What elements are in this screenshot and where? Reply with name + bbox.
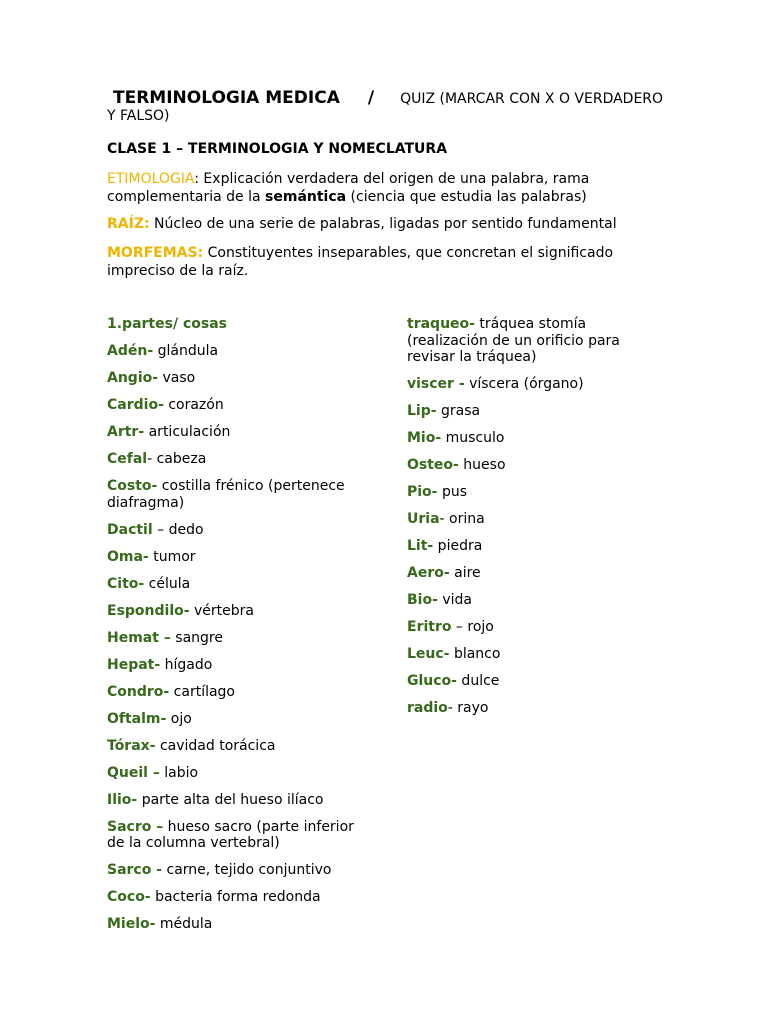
list-heading: 1.partes/ cosas xyxy=(107,316,227,332)
term-meaning: - orina xyxy=(439,511,485,527)
term-prefix: Artr- xyxy=(107,424,145,440)
term-prefix: viscer - xyxy=(407,376,465,392)
term-meaning: célula xyxy=(144,575,191,592)
term-meaning: víscera (órgano) xyxy=(464,376,584,392)
definition-morfemas xyxy=(107,244,627,280)
class-heading: CLASE 1 – TERMINOLOGIA Y NOMECLATURA xyxy=(107,141,448,157)
list-item xyxy=(407,457,657,474)
term-prefix: Adén- xyxy=(107,343,154,359)
list-item xyxy=(107,819,367,852)
term-prefix: Cefal xyxy=(107,451,148,467)
list-item xyxy=(407,511,657,528)
term-prefix: Lit- xyxy=(407,538,434,554)
term-prefix: Tórax- xyxy=(107,737,156,754)
term-meaning: – dedo xyxy=(152,521,204,538)
list-item xyxy=(107,397,367,414)
term-meaning: - cabeza xyxy=(147,451,207,467)
list-item xyxy=(107,792,367,809)
term-prefix: Condro- xyxy=(107,683,170,700)
list-item xyxy=(107,343,367,360)
term-prefix: Coco- xyxy=(107,889,151,905)
list-item xyxy=(107,916,367,933)
term-meaning: grasa xyxy=(436,403,481,419)
quiz-instructions: QUIZ (MARCAR CON X O VERDADERO Y FALSO) xyxy=(107,91,664,124)
term-meaning: vida xyxy=(437,592,472,608)
term-prefix: Sarco - xyxy=(107,862,163,878)
list-item xyxy=(407,316,657,366)
term-meaning: cavidad torácica xyxy=(155,737,276,754)
term-prefix: Mio- xyxy=(407,430,442,446)
term-meaning: sangre xyxy=(170,629,223,646)
definition-term: ETIMOLOGIA xyxy=(107,171,195,187)
list-item xyxy=(407,673,657,690)
list-item xyxy=(107,522,367,539)
term-meaning: vértebra xyxy=(189,602,254,619)
definition-etimologia xyxy=(107,170,627,206)
term-prefix: Queil – xyxy=(107,764,160,781)
term-prefix: Costo- xyxy=(107,478,158,494)
term-prefix: Hemat – xyxy=(107,629,171,646)
term-prefix: Hepat- xyxy=(107,656,161,673)
document-header xyxy=(107,90,667,125)
term-prefix: Pio- xyxy=(407,484,438,500)
term-prefix: Dactil xyxy=(107,521,153,538)
list-item xyxy=(407,592,657,609)
list-item xyxy=(107,657,367,674)
term-meaning: hueso sacro (parte inferior de la columna vertebral) xyxy=(107,818,354,851)
term-meaning: tráquea stomía (realización de un orificio para revisar la tráquea) xyxy=(407,316,620,365)
term-prefix: Osteo- xyxy=(407,457,459,473)
term-meaning: hueso xyxy=(458,457,506,473)
term-meaning: piedra xyxy=(433,538,483,554)
list-item xyxy=(107,738,367,755)
term-meaning: tumor xyxy=(148,548,196,565)
list-item xyxy=(107,765,367,782)
list-item xyxy=(407,376,657,393)
definition-text: (ciencia que estudia las palabras) xyxy=(346,189,587,205)
term-prefix: Leuc- xyxy=(407,646,450,662)
term-prefix: radio xyxy=(407,700,448,716)
document-title: TERMINOLOGIA MEDICA xyxy=(113,88,340,108)
term-meaning: corazón xyxy=(163,397,224,413)
definition-emphasis: semántica xyxy=(265,189,347,205)
term-meaning: aire xyxy=(449,565,481,581)
term-meaning: glándula xyxy=(153,343,219,359)
list-item xyxy=(107,424,367,441)
list-item xyxy=(107,684,367,701)
term-meaning: cartílago xyxy=(169,683,236,700)
term-meaning: articulación xyxy=(144,424,231,440)
term-prefix: Cardio- xyxy=(107,397,164,413)
term-meaning: médula xyxy=(155,916,213,932)
list-item xyxy=(407,700,657,717)
list-item xyxy=(107,370,367,387)
list-item xyxy=(107,862,367,879)
definition-text: Núcleo de una serie de palabras, ligadas por sentido fundamental xyxy=(149,216,617,232)
definition-term: RAÍZ: xyxy=(107,216,150,232)
definition-raiz xyxy=(107,215,627,233)
term-meaning: - rayo xyxy=(447,700,489,716)
term-prefix: Mielo- xyxy=(107,916,156,932)
term-prefix: Angio- xyxy=(107,370,159,386)
term-meaning: parte alta del hueso ilíaco xyxy=(137,791,324,808)
list-item xyxy=(407,619,657,636)
term-meaning: – rojo xyxy=(451,619,494,635)
term-meaning: pus xyxy=(437,484,468,500)
list-item xyxy=(107,451,367,468)
list-item xyxy=(407,430,657,447)
term-prefix: Espondilo- xyxy=(107,602,190,619)
list-item xyxy=(107,576,367,593)
list-item xyxy=(107,889,367,906)
term-prefix: Lip- xyxy=(407,403,437,419)
term-prefix: Cito- xyxy=(107,575,145,592)
term-meaning: hígado xyxy=(160,656,213,673)
definition-text: : Explicación verdadera del origen de una palabra, rama complementaria de la xyxy=(107,171,590,205)
list-item xyxy=(107,603,367,620)
term-prefix: Aero- xyxy=(407,565,450,581)
title-separator: / xyxy=(367,88,375,108)
term-meaning: blanco xyxy=(449,646,501,662)
list-item xyxy=(107,711,367,728)
term-prefix: Gluco- xyxy=(407,673,457,689)
term-meaning: dulce xyxy=(456,673,500,689)
term-meaning: labio xyxy=(159,764,199,781)
list-item xyxy=(407,403,657,420)
definition-term: MORFEMAS: xyxy=(107,245,204,261)
list-item xyxy=(107,478,367,511)
term-prefix: Sacro – xyxy=(107,818,164,835)
term-meaning: costilla frénico (pertenece diafragma) xyxy=(107,478,345,511)
term-prefix: Oma- xyxy=(107,548,149,565)
list-item xyxy=(407,565,657,582)
term-list-left xyxy=(107,316,367,943)
term-meaning: musculo xyxy=(441,430,505,446)
term-meaning: ojo xyxy=(166,710,192,727)
term-meaning: bacteria forma redonda xyxy=(150,889,321,905)
term-list-right xyxy=(407,316,657,727)
term-prefix: Eritro xyxy=(407,619,452,635)
term-prefix: traqueo- xyxy=(407,316,475,332)
list-item xyxy=(107,630,367,647)
list-item xyxy=(407,484,657,501)
term-prefix: Uria xyxy=(407,511,440,527)
definition-text: Constituyentes inseparables, que concretan el significado impreciso de la raíz. xyxy=(107,245,614,279)
term-prefix: Bio- xyxy=(407,592,438,608)
term-prefix: Oftalm- xyxy=(107,710,167,727)
list-item xyxy=(107,549,367,566)
list-item xyxy=(407,646,657,663)
term-meaning: vaso xyxy=(158,370,196,386)
term-meaning: carne, tejido conjuntivo xyxy=(162,862,332,878)
term-prefix: Ilio- xyxy=(107,791,138,808)
list-item xyxy=(407,538,657,555)
